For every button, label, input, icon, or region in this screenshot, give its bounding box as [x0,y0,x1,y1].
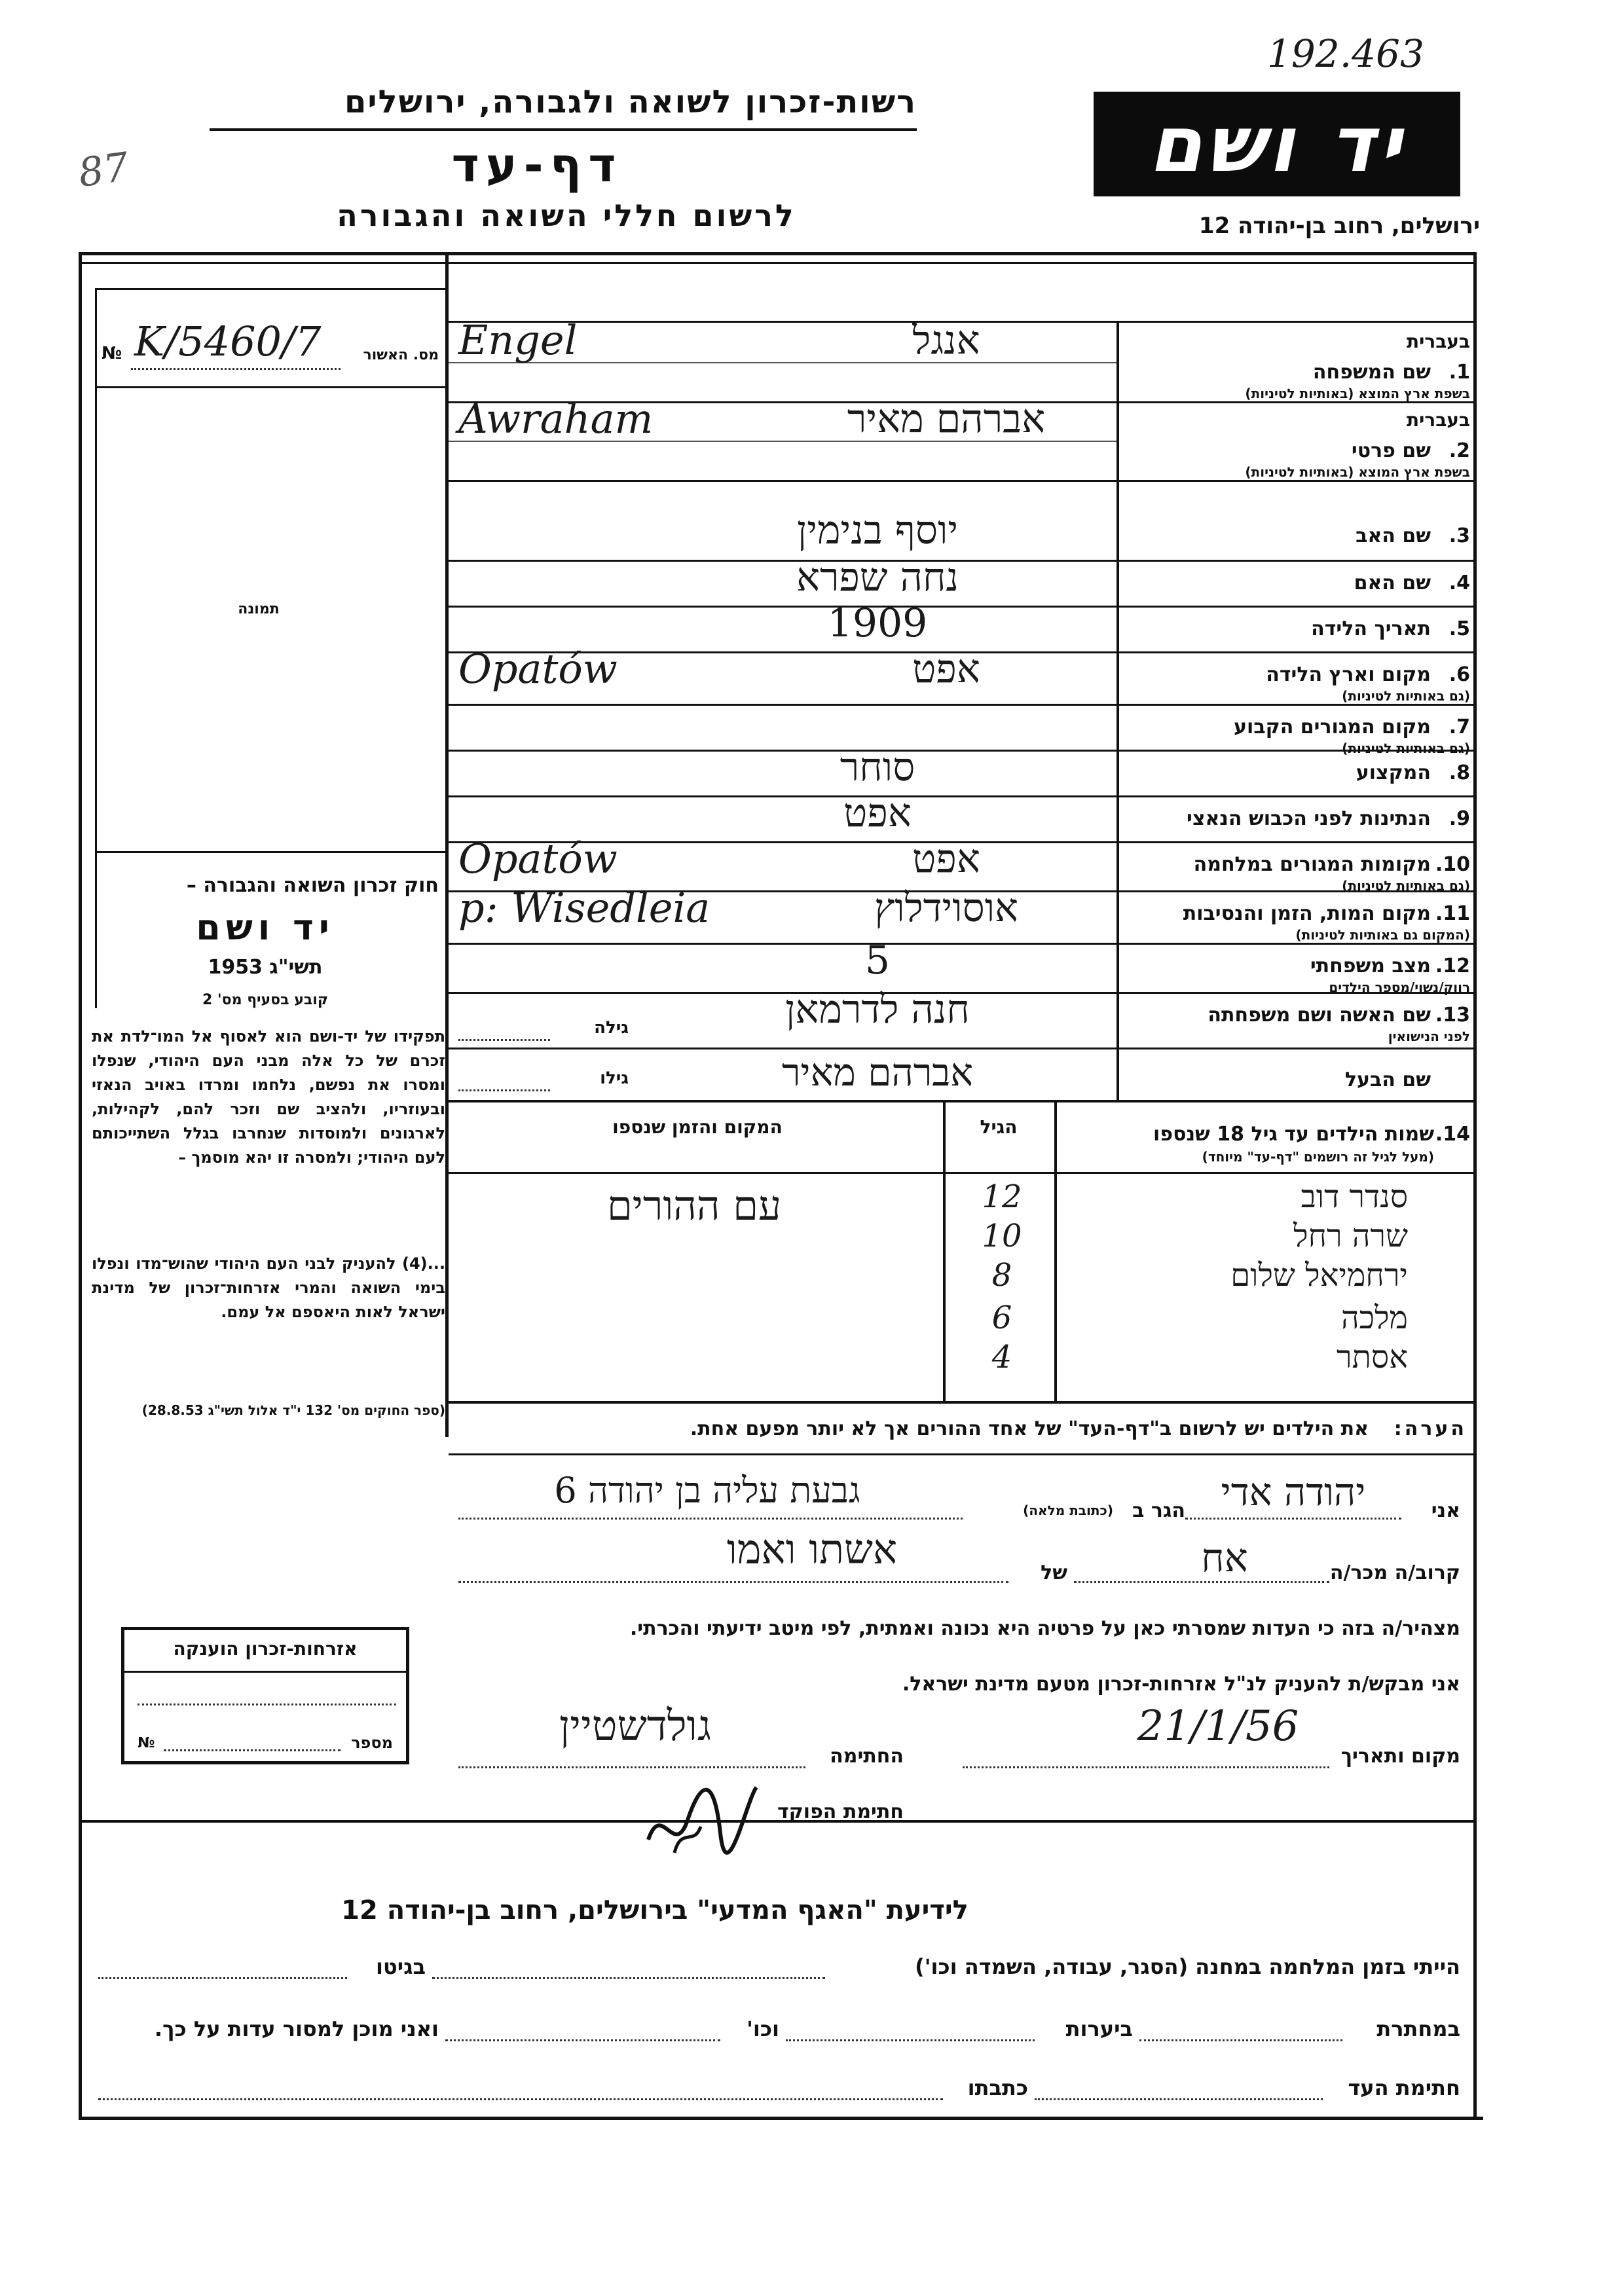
logo-address: ירושלים, רחוב בן-יהודה 12 [1198,213,1480,239]
child-name: אסתר [1337,1339,1408,1376]
photo-label: תמונה [238,601,280,617]
signature-label: החתימה [830,1745,904,1768]
child-name: סנדר דוב [1301,1178,1408,1215]
child-name: מלכה [1341,1300,1408,1336]
children-subheader: (מעל לגיל זה רושמים "דף-עד" מיוחד) [1202,1149,1434,1165]
law-reference: (ספר החוקים מס' 132 י"ד אלול תשי"ג 28.8.53) [141,1402,445,1418]
reg-label: מס. האשור [363,347,439,363]
child-age: 8 [991,1257,1012,1294]
husband-age-line [458,1089,550,1091]
field-label: שם האם [1354,572,1431,594]
field-label: מקום וארץ הלידה [1266,663,1431,686]
child-name: ירחמיאל שלום [1230,1257,1408,1294]
footer-line2-dots-b [786,2039,1035,2041]
children-age-header: הגיל [980,1116,1018,1138]
note-text: את הילדים יש לרשום ב"דף-העד" של אחד ההורים אך לא יותר מפעם אחת. [690,1417,1369,1440]
decl-name: יהודה אדי [1221,1470,1366,1514]
field-label: שם האב [1356,524,1431,547]
husband-label: שם הבעל [1344,1068,1431,1091]
place-date-label: מקום ותאריך [1340,1745,1460,1768]
signature-value: גולדשטיין [559,1702,712,1751]
field-value-hebrew: אוסוידלוץ [874,885,1019,931]
authority-underline [210,128,917,131]
field-label: מקום המות, הזמן והנסיבות [1183,902,1431,925]
field-sublabel: רווק/נשוי/מספר הילדים [1329,979,1470,995]
field-label: הנתינות לפני הכבוש הנאצי [1187,807,1431,830]
citizenship-box-title: אזרחות-זכרון הוענקה [173,1638,358,1660]
field-number: 1. [1449,361,1470,384]
field-number: 11. [1435,902,1470,925]
field-number: 13. [1435,1004,1470,1027]
children-header: שמות הילדים עד גיל 18 שנספו [1153,1123,1434,1146]
citizenship-box-no-sign: № [138,1735,155,1751]
children-col-age [943,1100,946,1401]
husband-age-label: גילו [600,1068,629,1088]
field-number: 5. [1449,617,1470,640]
field-row-line [449,1048,1477,1049]
children-place-value: עם ההורים [606,1182,782,1230]
field-sublabel: בשפת ארץ המוצא (באותיות לטיניות) [1245,386,1470,401]
footer-line1-dots-a [432,1977,825,1979]
field-sublabel: (גם באותיות לטיניות) [1342,878,1470,894]
citizenship-box-rule [124,1671,406,1673]
law-section: קובע בסעיף מס' 2 [202,992,329,1008]
decl-address-hint: (כתובת מלאה) [1023,1503,1113,1518]
field-hebrew-label: בעברית [1406,331,1470,352]
field-value-hebrew: אפט [843,790,912,836]
children-place-header: המקום והזמן שנספו [612,1116,783,1138]
child-age: 4 [991,1339,1012,1376]
footer-line1-a: הייתי בזמן המלחמה במחנה (הסגר, עבודה, השמדה וכו') [915,1954,1460,1979]
label-column-divider [1116,321,1119,1100]
field-value-hebrew: חנה לדרמאן [785,987,970,1032]
field-number: 4. [1449,572,1470,594]
law-text-2: ...(4) להעניק לבני העם היהודי שהוש־מדו ונפלו בימי השואה והמרי אזרחות־זכרון של מדינת ישראל לאות היאספם אל עמם. [92,1254,445,1321]
field-label: שם המשפחה [1312,361,1431,384]
place-date-value: 21/1/56 [1137,1702,1299,1751]
decl-of: של [1041,1561,1067,1584]
footer-line2-dots-a [1139,2039,1342,2041]
field-value-hebrew: אברהם מאיר [847,396,1046,442]
field-value-hebrew: יוסף בנימין [796,507,959,553]
footer-line2-c: וכו' [747,2016,779,2041]
field-hebrew-label: בעברית [1406,409,1470,431]
law-title: חוק זכרון השואה והגבורה – [186,874,439,897]
field-number: 12. [1435,955,1470,977]
photo-bottom-line [95,851,445,853]
left-column-inner-line [95,288,97,1008]
child-age: 10 [982,1218,1022,1254]
field-sublabel: (גם באותיות לטיניות) [1342,688,1470,704]
footer-line1-b: בגיטו [376,1954,426,1979]
field-value-hebrew: אפט [912,646,980,692]
decl-of-value: אשתו ואמו [726,1525,898,1573]
reg-no-sign: № [101,344,122,363]
field-value-latin: Opatów [458,645,618,693]
decl-request: אני מבקש/ת להעניק לנ"ל אזרחות-זכרון מטעם מדינת ישראל. [902,1673,1460,1696]
footer-line2-dots-c [445,2039,720,2041]
field-sublabel: (המקום גם באותיות לטיניות) [1295,927,1470,943]
decl-address: גבעת עליה בן יהודה 6 [554,1470,860,1511]
handwritten-stamp-number: 87 [75,144,132,196]
citizenship-box-line-1 [138,1704,396,1705]
decl-relation: אח [1201,1535,1248,1581]
field-label: מקום המגורים הקבוע [1234,716,1431,738]
decl-of-line [458,1581,1008,1583]
field-value-latin: Awraham [458,395,654,443]
decl-name-line [1185,1518,1401,1520]
frame-top-double-rule [79,262,1477,264]
footer-line3-a: חתימת העד [1348,2075,1460,2100]
child-age: 6 [991,1300,1012,1336]
footer-line2-b: ביערות [1065,2016,1133,2041]
citizenship-box-num-line [164,1749,341,1751]
field-value-hebrew: 1909 [827,600,928,646]
archive-number: 192.463 [1267,31,1424,76]
field-value-latin: p: Wisedleia [458,884,710,932]
decl-statement: מצהיר/ה בזה כי העדות שמסרתי כאן על פרטיה היא נכונה ואמתית, לפי מיטב ידיעתי והכרתי. [629,1617,1460,1640]
footer-line1-dots-b [98,1977,347,1979]
field-row-line [449,704,1477,706]
law-text-1: תפקידו של יד-ושם הוא לאסוף אל המו־לדת את זכרם של כל אלה מבני העם היהודי, שנפלו ומסרו את נפשם, נלחמו ומרדו באויב הנאזי ובעוזריו, ולהציב שם וזכר להם, לקהילות, לארגונים ולמוסדות שנחרבו בגלל השתייכותם לעם היהודי; ולמסרה זו יהא מוסמך – [92,1027,445,1167]
authority-title: רשות-זכרון לשואה ולגבורה, ירושלים [344,84,917,120]
note-label: הערה: [1393,1417,1467,1440]
form-subtitle: לרשום חללי השואה והגבורה [337,198,796,233]
field-age-label: גילה [594,1018,629,1038]
left-column-divider [445,252,449,1437]
field-label: שם האשה ושם משפחתה [1208,1004,1431,1027]
decl-ani: אני [1431,1499,1460,1522]
place-date-line [963,1766,1329,1768]
citizenship-box-num-label: מספר [351,1734,393,1752]
footer-line2-a: במחתרת [1376,2016,1460,2041]
note-bottom-line [449,1453,1477,1455]
officer-signature-scribble [635,1761,766,1866]
child-age: 12 [982,1178,1022,1215]
reg-top-line [95,288,445,290]
citizenship-box [121,1627,409,1764]
field-number: 8. [1449,761,1470,784]
form-title: דף-עד [451,137,623,192]
yad-vashem-logo: יד ושם [1094,92,1460,196]
field-value-hebrew: נחה שפרא [796,555,959,600]
field-label: המקצוע [1356,761,1431,784]
children-header-line [449,1172,1477,1174]
decl-relative: קרוב/ה מכר/ה [1329,1561,1460,1584]
footer-line3-dots-a [1035,2098,1323,2100]
field-label: מקומות המגורים במלחמה [1193,853,1431,876]
law-year: תשי"ג 1953 [208,956,323,979]
field-value-hebrew: סוחר [840,744,915,790]
field-number: 10. [1435,853,1470,876]
field-age-line [458,1039,550,1041]
field-number: 7. [1449,716,1470,738]
footer-line3-dots-b [98,2098,943,2100]
field-value-hebrew: אנגל [912,318,980,363]
footer-line3-b: כתבתו [967,2075,1028,2100]
decl-relation-line [1074,1581,1329,1583]
field-value-latin: Engel [458,316,578,364]
field-value-hebrew: 5 [864,938,891,983]
frame-bottom-rule [79,2117,1483,2120]
field-sublabel: (גם באותיות לטיניות) [1342,740,1470,756]
field-value-hebrew: אפט [912,836,980,882]
children-top-line [449,1100,1477,1102]
field-number: 2. [1449,439,1470,462]
reg-number-value: K/5460/7 [134,318,322,365]
reg-bottom-line [95,386,445,388]
field-sublabel: בשפת ארץ המוצא (באותיות לטיניות) [1245,464,1470,480]
field-row-line [449,480,1477,482]
field-label: שם פרטי [1351,439,1431,462]
children-col-name [1054,1100,1057,1401]
field-sublabel: לפני הנישואין [1388,1029,1470,1044]
field-value-latin: Opatów [458,835,618,883]
field-label: מצב משפחתי [1310,955,1431,977]
officer-sign-label: חתימת הפוקד [777,1800,904,1823]
field-number: 9. [1449,807,1470,830]
children-bottom-line [449,1401,1477,1404]
footer-line2-d: ואני מוכן למסור עדות על כך. [154,2016,439,2041]
reg-dotted-line [131,368,341,370]
field-number: 6. [1449,663,1470,686]
field-number: 3. [1449,524,1470,547]
child-name: שרה רחל [1293,1218,1408,1254]
law-name: יד ושם [196,907,335,948]
decl-address-line [458,1518,963,1520]
husband-value: אברהם מאיר [781,1050,974,1095]
children-header-num: 14. [1435,1123,1470,1146]
decl-resides: הגר ב [1132,1499,1185,1522]
field-label: תאריך הלידה [1311,617,1431,640]
footer-heading: לידיעת "האגף המדעי" בירושלים, רחוב בן-יהודה 12 [341,1895,969,1925]
